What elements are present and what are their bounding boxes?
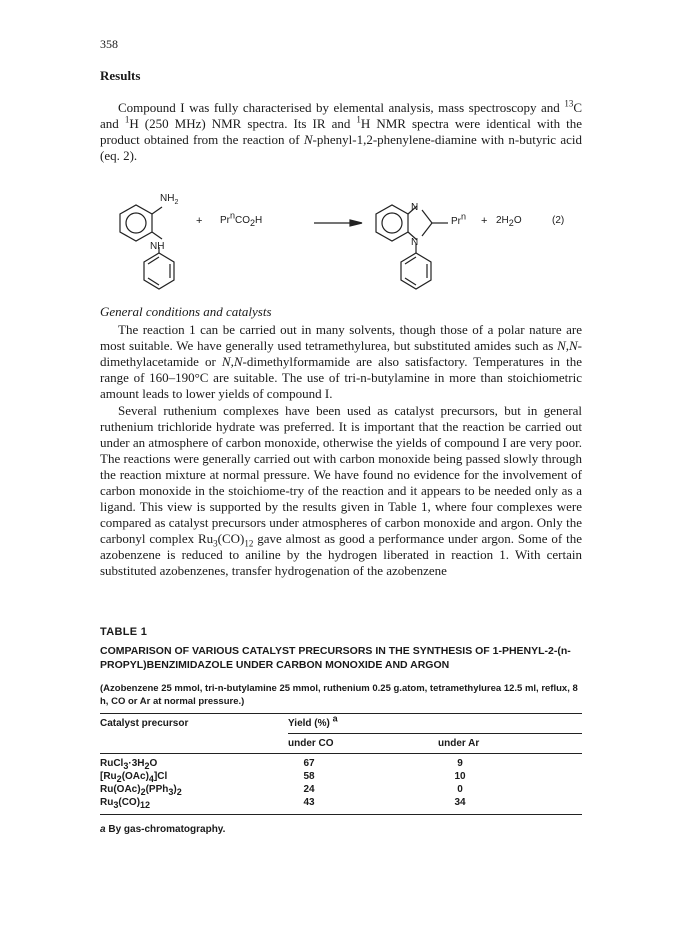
table-cell-catalyst: $[Ru_2(OAc)_4]Cl$ — [100, 771, 168, 784]
page-number: 358 — [100, 37, 118, 51]
table-cell-ar-yield: 9 — [457, 758, 463, 769]
table-cell-co-yield: 24 — [303, 784, 315, 795]
table-cell-catalyst: $RuCl_3\cdot 3H_2O$ — [100, 758, 158, 771]
product-benzene-ring — [376, 205, 408, 241]
table-cell-co-yield: 43 — [303, 797, 315, 808]
table-cell-co-yield: 58 — [303, 771, 315, 782]
water-formula: $2H_2O$ — [496, 215, 522, 228]
equation-number: (2) — [552, 215, 565, 226]
paragraph-catalysts: Several ruthenium complexes have been used as catalyst precursors, but in general ruthenium trichloride hydrate was preferred. It is important that the reaction be carried out under an atmosphere of carbon monoxide, otherwise the yields of compound I are very poor. The reactions were generally carried out with carbon monoxide being passed slowly through the reaction mixture at normal pressure. We have found no evidence for the involvement of carbon monoxide in the stoichiome-try of the reaction and it appears to be needed only as a ligand. This view is supported by the results given in Table 1, where four complexes were compared as catalyst precursors under atmospheres of carbon monoxide and argon. Only the carbonyl complex $Ru_3(CO)_{12}$ gave almost as good a performance under argon. Some of the azobenzene is reduced to aniline by the hydrogen liberated in reaction 1. With certain substituted azobenzenes, transfer hydrogenation of the azobenzene — [100, 403, 582, 578]
propyl-substituent-label: Pr$^n$ — [451, 211, 467, 227]
subheading-general-conditions: General conditions and catalysts — [100, 304, 272, 319]
reaction-arrow-head — [350, 220, 362, 226]
table-cell-ar-yield: 0 — [457, 784, 463, 795]
table-cell-catalyst: $Ru(OAc)_2(PPh_3)_2$ — [100, 784, 182, 797]
table-header-yield: Yield (%) $^a$ — [288, 713, 338, 729]
butyric-acid-formula: $Pr^nCO_2H$ — [220, 210, 263, 228]
table-footnote — [100, 824, 225, 835]
plus-sign-1: + — [196, 215, 203, 227]
table-header-catalyst: Catalyst precursor — [100, 718, 189, 729]
table-conditions: (Azobenzene 25 mmol, tri-n-butylamine 25 mmol, ruthenium 0.25 g.atom, tetramethylurea 12.5 ml, reflux, 8 h, CO or Ar at normal pressure.) — [100, 683, 578, 707]
reactant-benzene-ring — [120, 205, 152, 241]
footnote-text: By gas-chromatography. — [108, 824, 226, 835]
reaction-scheme — [100, 176, 582, 301]
table-caption: COMPARISON OF VARIOUS CATALYST PRECURSORS IN THE SYNTHESIS OF 1-PHENYL-2-(n-PROPYL)BENZIMIDAZOLE UNDER CARBON MONOXIDE AND ARGON — [100, 645, 571, 671]
table-cell-ar-yield: 34 — [454, 797, 466, 808]
table-top-rule — [100, 713, 582, 714]
amine-label: $NH_2$ — [160, 193, 179, 206]
footnote-mark: a — [100, 824, 106, 835]
table-subheader-rule — [288, 733, 582, 734]
product-n-bottom-label: N — [411, 237, 419, 248]
reaction-scheme-drawing — [100, 176, 582, 301]
paragraph-conditions: The reaction 1 can be carried out in many solvents, though those of a polar nature are most suitable. We have generally used tetramethylurea, but substituted amides such as N,N-dimethylacetamide or N,N-dimethylformamide are also satisfactory. Temperatures in the range of 160–190°C are suitable. The use of tri-n-butylamine in more than stoichiometric amount leads to lower yields of compound I. — [100, 322, 583, 401]
table-cell-catalyst: $Ru_3(CO)_{12}$ — [100, 797, 151, 810]
table-title: TABLE 1 — [100, 626, 148, 638]
table-bottom-rule — [100, 814, 582, 815]
table-header-under-ar: under Ar — [438, 738, 480, 749]
plus-sign-2: + — [481, 215, 488, 227]
paragraph-results: Compound I was fully characterised by elemental analysis, mass spectroscopy and $^{13}$C and $^1$H (250 MHz) NMR spectra. Its IR and $^1$H NMR spectra were identical with the product obtained from the reaction of N-phenyl-1,2-phenylene-diamine with n-butyric acid (eq. 2). — [100, 98, 582, 163]
section-heading: Results — [100, 68, 141, 83]
nh-label: NH — [150, 241, 165, 252]
table-cell-co-yield: 67 — [303, 758, 315, 769]
reactant-ring-aromatic-circle — [126, 213, 146, 233]
product-ring-aromatic-circle — [382, 213, 402, 233]
product-n-top-label: N — [411, 202, 419, 213]
table-header-bottom-rule — [100, 753, 582, 754]
table-cell-ar-yield: 10 — [454, 771, 466, 782]
table-header-under-co: under CO — [288, 738, 334, 749]
